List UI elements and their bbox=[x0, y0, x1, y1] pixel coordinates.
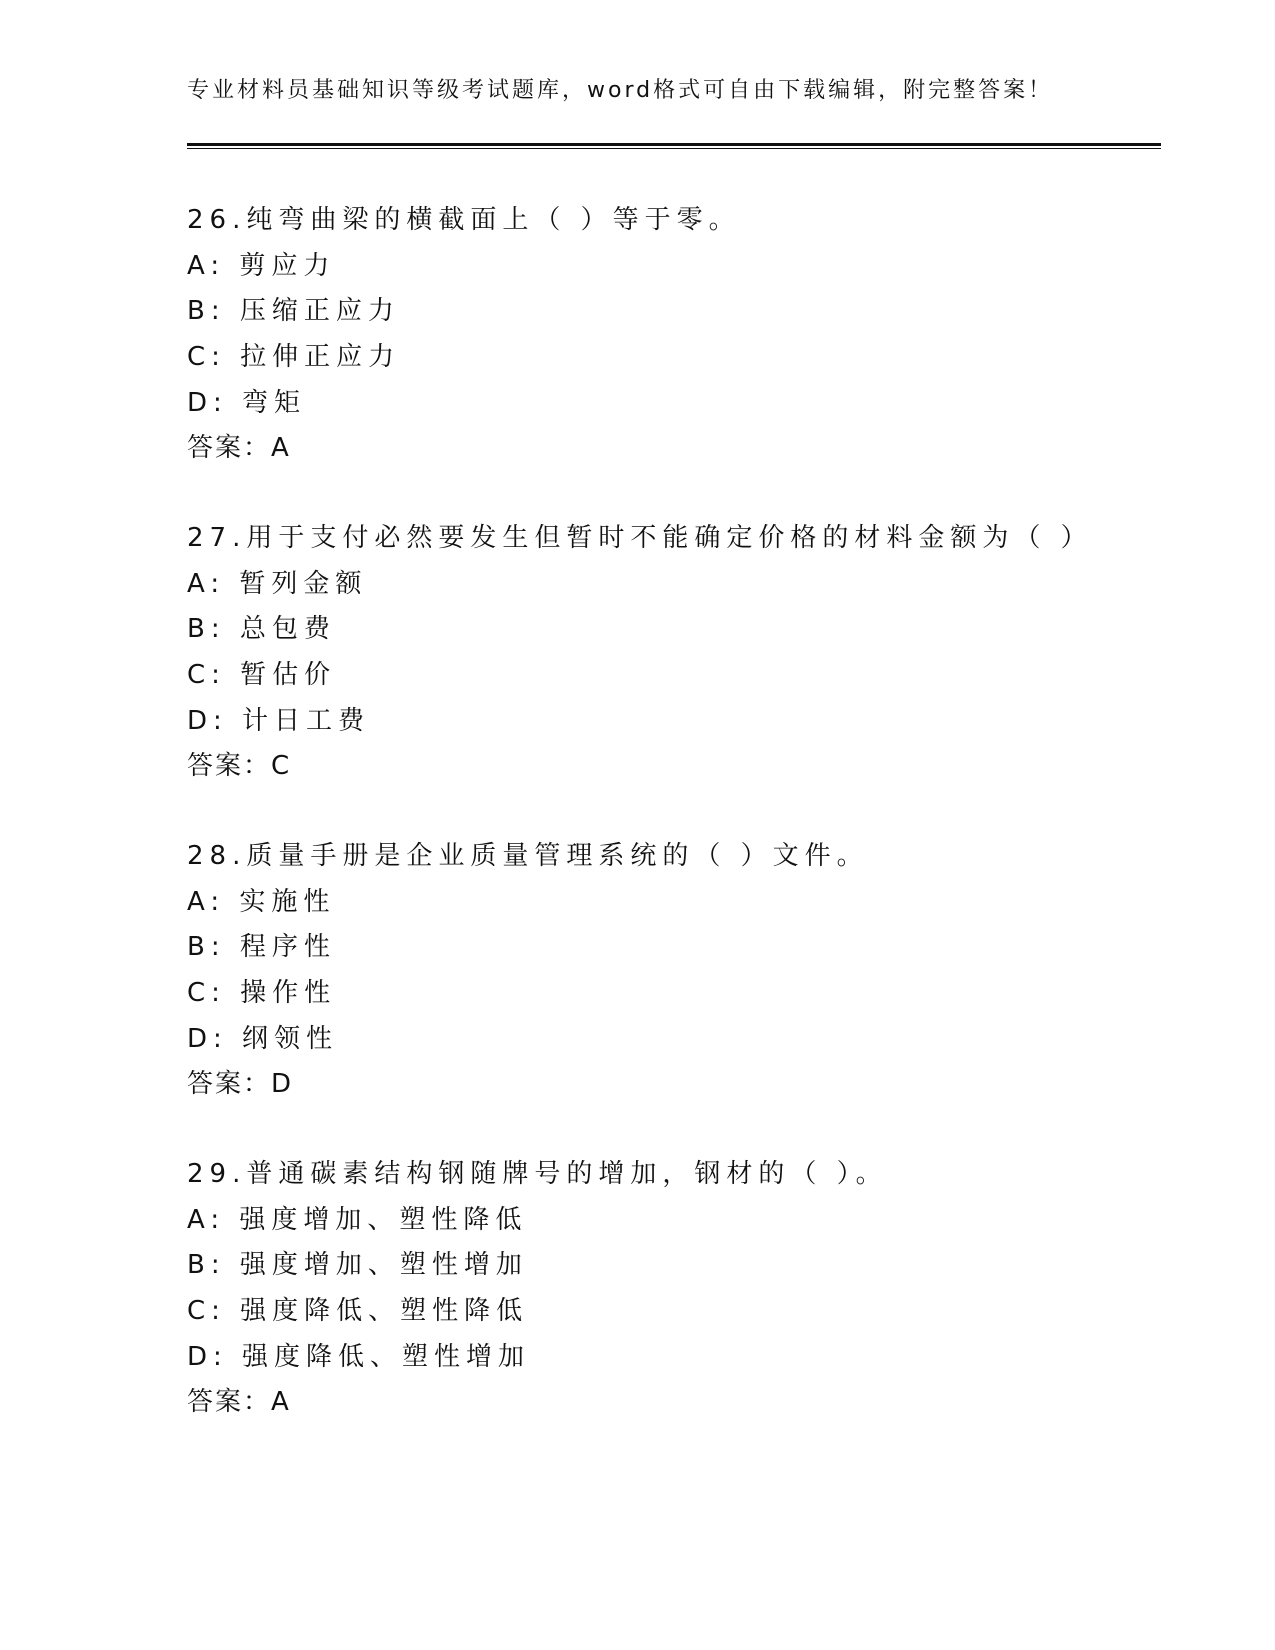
option-b: B: 程序性 bbox=[187, 932, 336, 963]
question-27 bbox=[187, 516, 1147, 790]
page-header: 专业材料员基础知识等级考试题库，word格式可自由下载编辑，附完整答案！ bbox=[187, 78, 1054, 103]
answer-line: 答案：A bbox=[187, 1387, 291, 1418]
option-a: A: 实施性 bbox=[187, 886, 336, 917]
option-a: A: 强度增加、塑性降低 bbox=[187, 1204, 528, 1235]
question-stem: 28.质量手册是企业质量管理系统的（ ）文件。 bbox=[187, 841, 869, 871]
option-a: A: 暂列金额 bbox=[187, 568, 368, 599]
option-b: B: 强度增加、塑性增加 bbox=[187, 1250, 528, 1281]
option-d: D: 强度降低、塑性增加 bbox=[187, 1341, 531, 1372]
answer-line: 答案：D bbox=[187, 1069, 294, 1100]
question-stem: 26.纯弯曲梁的横截面上（ ）等于零。 bbox=[187, 205, 741, 235]
answer-line: 答案：C bbox=[187, 751, 292, 782]
header-divider-thick bbox=[187, 143, 1161, 146]
option-d: D: 弯矩 bbox=[187, 387, 307, 418]
option-d: D: 纲领性 bbox=[187, 1023, 339, 1054]
option-c: C: 操作性 bbox=[187, 978, 337, 1009]
header-divider-thin bbox=[187, 148, 1161, 149]
option-a: A: 剪应力 bbox=[187, 250, 336, 281]
option-c: C: 暂估价 bbox=[187, 660, 337, 691]
question-28 bbox=[187, 834, 1147, 1108]
question-29 bbox=[187, 1152, 1147, 1426]
option-b: B: 总包费 bbox=[187, 614, 336, 645]
question-26 bbox=[187, 198, 1147, 472]
option-c: C: 拉伸正应力 bbox=[187, 342, 401, 373]
answer-line: 答案：A bbox=[187, 433, 291, 464]
option-c: C: 强度降低、塑性降低 bbox=[187, 1296, 529, 1327]
option-d: D: 计日工费 bbox=[187, 705, 371, 736]
option-b: B: 压缩正应力 bbox=[187, 296, 400, 327]
question-stem: 27.用于支付必然要发生但暂时不能确定价格的材料金额为（ ） bbox=[187, 523, 1093, 553]
header-divider bbox=[187, 143, 1161, 149]
question-stem: 29.普通碳素结构钢随牌号的增加，钢材的（ ）。 bbox=[187, 1159, 888, 1189]
